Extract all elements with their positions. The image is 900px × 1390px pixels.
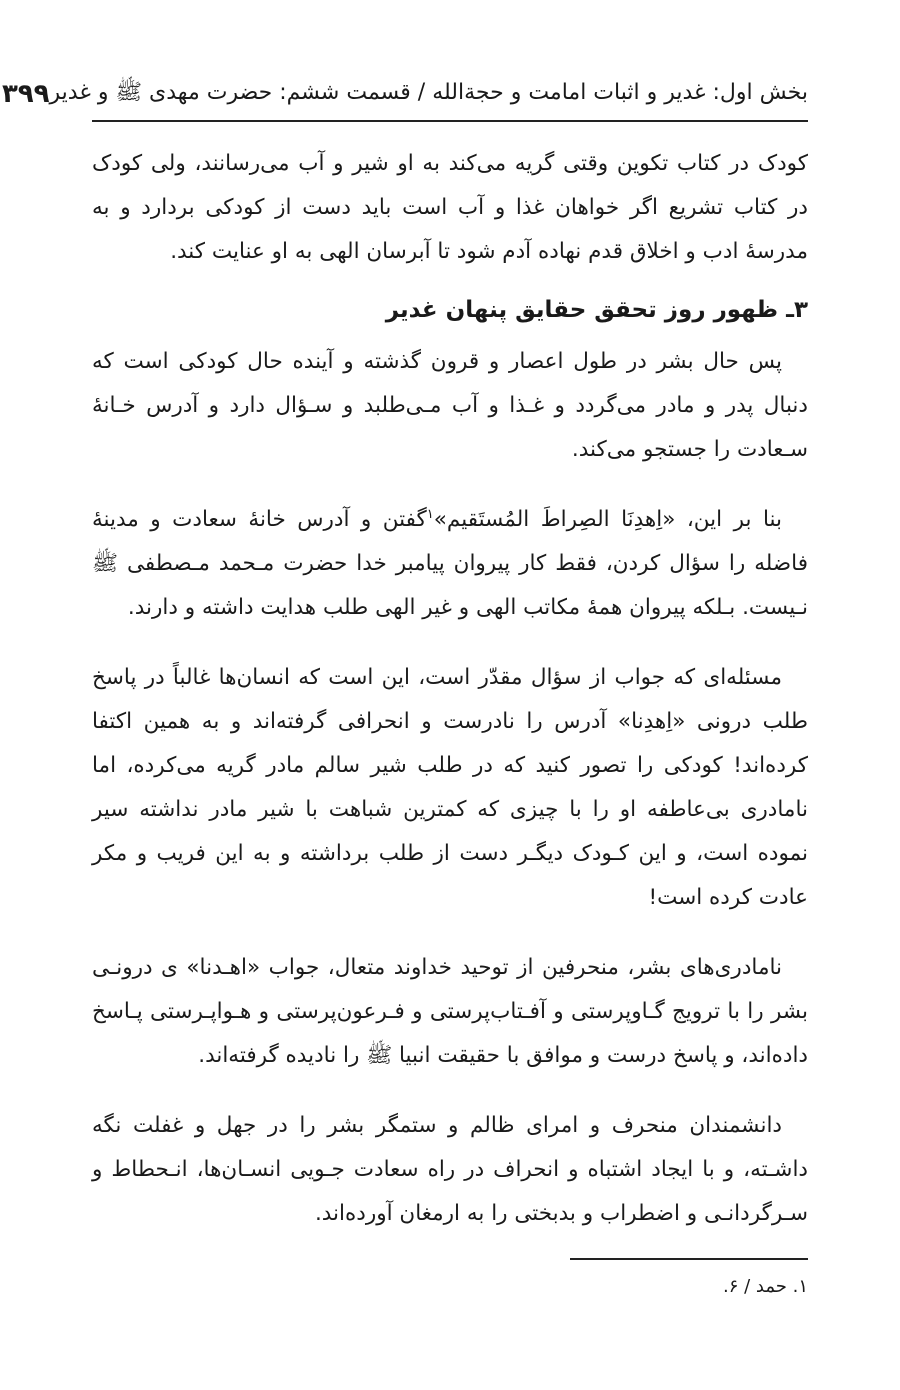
- running-header: [1, 74, 808, 114]
- header-divider: [92, 120, 808, 122]
- footnote-reference[interactable]: ۱: [426, 506, 434, 522]
- page-number: ۳۹۹: [1, 79, 50, 109]
- paragraph-3: [92, 498, 808, 630]
- paragraph-4: مسئله‌ای که جواب از سؤال مقدّر است، این است که انسان‌ها غالباً در پاسخ طلب درونی «اِهدِنا» آدرس را نادرست و انحرافی گرفته‌اند و به همین اکتفا کرده‌اند! کودکی را تصور کنید که در طلب شیر سالم مادر گریه می‌کرده، اما نامادری بی‌عاطفه او را با چیزی که کمترین شباهت با شیر مادر نداشته سیر نموده است، و این کـودک دیگـر دست از طلب برداشته و به این فریب و مکر عادت کرده است!: [92, 665, 808, 910]
- section-heading: ۳ـ ظهور روز تحقق حقایق پنهان غدیر: [385, 297, 808, 323]
- paragraph-3-rest: گفتن و آدرس خانهٔ سعادت و مدینهٔ فاضله را سؤال کردن، فقط کار پیروان پیامبر خدا حضرت مـحمد مـصطفی ﷺ نـیست. بـلکه پیروان همهٔ مکاتب الهی و غیر الهی طلب هدایت داشته و دارند.: [92, 507, 808, 620]
- footnote: ۱. حمد / ۶.: [722, 1276, 808, 1297]
- paragraph-5: نامادری‌های بشر، منحرفین از توحید خداوند متعال، جواب «اهـدنا» ی درونـی بشر را با ترویج گـاوپرستی و آفـتاب‌پرستی و فـرعون‌پرستی و هـواپـرستی پـاسخ داده‌اند، و پاسخ درست و موافق با حقیقت انبیا ﷺ را نادیده گرفته‌اند.: [92, 955, 808, 1068]
- paragraph-2: پس حال بشر در طول اعصار و قرون گذشته و آینده حال کودکی است که دنبال پدر و مادر می‌گردد و غـذا و آب مـی‌طلبد و سـؤال دارد و آدرس خـانهٔ سـعادت را جستجو می‌کند.: [92, 349, 808, 462]
- quran-quote: بنا بر این، «اِهدِنَا الصِراطَ المُستَقیم»: [433, 507, 782, 532]
- paragraph-1: کودک در کتاب تکوین وقتی گریه می‌کند به او شیر و آب می‌رسانند، ولی کودک در کتاب تشریع اگر خواهان غذا و آب است باید دست از کودکی بردارد و به مدرسهٔ ادب و اخلاق قدم نهاده آدم شود تا آبرسان الهی به او عنایت کند.: [92, 151, 808, 264]
- paragraph-6: دانشمندان منحرف و امرای ظالم و ستمگر بشر را در جهل و غفلت نگه داشـته، و با ایجاد اشتباه و انحراف در راه سعادت جـویی انسـان‌ها، انـحطاط و سـرگردانـی و اضطراب و بدبختی را به ارمغان آورده‌اند.: [92, 1113, 808, 1226]
- page-body: [92, 142, 808, 1262]
- footnote-divider: [570, 1258, 808, 1260]
- running-header-title: بخش اول: غدیر و اثبات امامت و حجةالله / قسمت ششم: حضرت مهدی ﷺ و غدیر: [49, 80, 808, 105]
